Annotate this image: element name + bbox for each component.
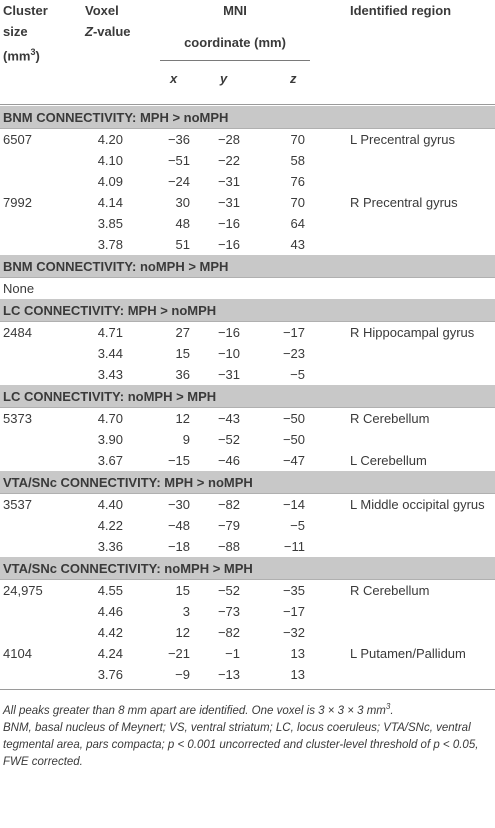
cell-mni-y: −52 [217, 432, 240, 447]
cell-z-value: 4.09 [97, 174, 123, 189]
cell-mni-y: −52 [217, 583, 240, 598]
cell-region: L Putamen/Pallidum [350, 646, 466, 661]
header-axis-y: y [220, 71, 228, 86]
cell-cluster-size: 24,975 [3, 583, 43, 598]
footnote-voxel-size: All peaks greater than 8 mm apart are identified. One voxel is 3 × 3 × 3 $mm^3$. [3, 702, 394, 717]
cell-region: R Precentral gyrus [350, 195, 458, 210]
table-row [0, 150, 495, 171]
cell-cluster-size: 5373 [3, 411, 32, 426]
cell-mni-x: 15 [175, 346, 190, 361]
header-mni-line2: coordinate (mm) [184, 35, 286, 50]
table-row [0, 129, 495, 150]
cell-z-value: 4.40 [97, 497, 123, 512]
cell-z-value: 4.70 [97, 411, 123, 426]
section-heading: LC CONNECTIVITY: noMPH > MPH [0, 385, 495, 408]
header-axis-x: x [170, 71, 178, 86]
table-row [0, 515, 495, 536]
cell-z-value: 3.78 [97, 237, 123, 252]
section-rows [0, 408, 495, 471]
section-rows [0, 278, 495, 299]
cell-z-value: 4.42 [97, 625, 123, 640]
header-mni-line1: MNI [223, 3, 247, 18]
section-rows [0, 494, 495, 557]
cell-mni-x: −51 [167, 153, 190, 168]
cell-mni-z: −50 [282, 411, 305, 426]
cell-region: R Cerebellum [350, 411, 430, 426]
cell-z-value: 3.67 [97, 453, 123, 468]
header-voxel-line2: Z-value [85, 24, 131, 39]
table-row [0, 450, 495, 471]
cell-z-value: 3.85 [97, 216, 123, 231]
cell-cluster-size: 7992 [3, 195, 32, 210]
cell-mni-z: −11 [283, 539, 305, 554]
cell-z-value: 3.43 [97, 367, 123, 382]
cell-mni-z: 43 [290, 237, 305, 252]
cell-mni-z: −50 [282, 432, 305, 447]
cell-mni-z: −35 [282, 583, 305, 598]
cell-mni-z: −17 [282, 325, 305, 340]
header-identified-region: Identified region [350, 3, 452, 18]
cell-mni-x: −9 [175, 667, 190, 682]
cell-mni-y: −16 [217, 216, 240, 231]
cell-mni-y: −16 [217, 237, 240, 252]
cell-z-value: 3.90 [97, 432, 123, 447]
header-voxel-line1: Voxel [85, 3, 119, 18]
cell-mni-y: −28 [217, 132, 240, 147]
cell-mni-x: 3 [182, 604, 190, 619]
cell-mni-x: −24 [167, 174, 190, 189]
table-row [0, 278, 495, 299]
cell-mni-y: −22 [217, 153, 240, 168]
cell-cluster-size: 6507 [3, 132, 32, 147]
cell-z-value: 4.55 [97, 583, 123, 598]
table-row [0, 622, 495, 643]
cell-mni-z: 13 [290, 646, 305, 661]
section-heading: LC CONNECTIVITY: MPH > noMPH [0, 299, 495, 322]
header-voxel [85, 0, 131, 42]
cell-mni-y: −82 [217, 625, 240, 640]
cell-mni-z: −5 [290, 367, 305, 382]
table-body [0, 106, 495, 685]
cell-z-value: 4.20 [97, 132, 123, 147]
cell-mni-z: 70 [290, 132, 305, 147]
section-heading: BNM CONNECTIVITY: noMPH > MPH [0, 255, 495, 278]
cell-mni-y: −73 [217, 604, 240, 619]
cell-mni-x: 30 [175, 195, 190, 210]
cell-region: R Hippocampal gyrus [350, 325, 475, 340]
cell-mni-z: −17 [282, 604, 305, 619]
table-row [0, 664, 495, 685]
cell-z-value: 4.46 [97, 604, 123, 619]
cell-mni-z: −32 [282, 625, 305, 640]
cell-cluster-size: 3537 [3, 497, 32, 512]
table-row [0, 343, 495, 364]
table-row [0, 213, 495, 234]
cell-mni-z: 13 [290, 667, 305, 682]
cell-mni-x: 27 [175, 325, 190, 340]
header-cluster-size-line1: Cluster [3, 3, 48, 18]
section-rows [0, 580, 495, 685]
cell-cluster-size: 2484 [3, 325, 32, 340]
cell-mni-x: −15 [167, 453, 190, 468]
section-heading: BNM CONNECTIVITY: MPH > noMPH [0, 106, 495, 129]
cell-mni-x: 51 [175, 237, 190, 252]
cell-mni-z: 70 [290, 195, 305, 210]
cell-mni-z: 64 [290, 216, 305, 231]
header-axis-z: z [290, 71, 297, 86]
cell-mni-x: −36 [167, 132, 190, 147]
mni-underline [160, 60, 310, 61]
cell-cluster-size: None [3, 281, 35, 296]
cell-z-value: 4.22 [97, 518, 123, 533]
table-footnotes [0, 690, 495, 771]
cell-z-value: 4.24 [97, 646, 123, 661]
cell-mni-x: 36 [175, 367, 190, 382]
header-cluster-size [3, 0, 48, 66]
cell-mni-y: −82 [217, 497, 240, 512]
cell-region: R Cerebellum [350, 583, 430, 598]
table-header [0, 0, 495, 106]
header-cluster-size-line2: size [3, 24, 28, 39]
table-row [0, 322, 495, 343]
table-row [0, 601, 495, 622]
table-row [0, 408, 495, 429]
cell-mni-x: 12 [175, 625, 190, 640]
cell-mni-z: −5 [290, 518, 305, 533]
cell-mni-y: −43 [217, 411, 240, 426]
cell-mni-y: −31 [217, 174, 240, 189]
cell-mni-z: −14 [282, 497, 305, 512]
cell-mni-y: −1 [225, 646, 240, 661]
cell-region: L Middle occipital gyrus [350, 497, 485, 512]
cell-z-value: 4.71 [97, 325, 123, 340]
cell-mni-x: 15 [175, 583, 190, 598]
cell-mni-y: −46 [217, 453, 240, 468]
cell-mni-x: −21 [167, 646, 190, 661]
cell-mni-x: −18 [167, 539, 190, 554]
cell-mni-y: −88 [217, 539, 240, 554]
cell-cluster-size: 4104 [3, 646, 32, 661]
header-mni [160, 0, 310, 53]
cell-mni-y: −31 [217, 195, 240, 210]
table-row [0, 580, 495, 601]
cell-mni-z: 76 [290, 174, 305, 189]
header-cluster-size-line3: $(mm^3)$ [3, 47, 40, 64]
cell-mni-y: −16 [217, 325, 240, 340]
table-row [0, 429, 495, 450]
cell-mni-z: 58 [290, 153, 305, 168]
cell-mni-z: −23 [282, 346, 305, 361]
cell-z-value: 4.10 [97, 153, 123, 168]
cell-z-value: 4.14 [97, 195, 123, 210]
table-row [0, 234, 495, 255]
cell-z-value: 3.44 [97, 346, 123, 361]
section-rows [0, 129, 495, 255]
cell-z-value: 3.36 [97, 539, 123, 554]
section-rows [0, 322, 495, 385]
section-heading: VTA/SNc CONNECTIVITY: MPH > noMPH [0, 471, 495, 494]
cell-mni-x: −30 [167, 497, 190, 512]
table-row [0, 643, 495, 664]
cell-region: L Cerebellum [350, 453, 427, 468]
cell-mni-z: −47 [282, 453, 305, 468]
cell-mni-y: −79 [217, 518, 240, 533]
cell-mni-x: 12 [175, 411, 190, 426]
cell-mni-x: 9 [182, 432, 190, 447]
cell-z-value: 3.76 [97, 667, 123, 682]
cell-region: L Precentral gyrus [350, 132, 456, 147]
cell-mni-y: −31 [217, 367, 240, 382]
cell-mni-y: −10 [217, 346, 240, 361]
table-row [0, 171, 495, 192]
table-row [0, 536, 495, 557]
header-rule [0, 104, 495, 105]
table-row [0, 494, 495, 515]
cell-mni-x: 48 [175, 216, 190, 231]
footnote-abbreviations: BNM, basal nucleus of Meynert; VS, ventral striatum; LC, locus coeruleus; VTA/SNc, ventral tegmental area, pars compacta; p < 0.001 uncorrected and cluster-level threshold of p < 0.05, FWE corrected. [3, 721, 479, 768]
cell-mni-x: −48 [167, 518, 190, 533]
table-row [0, 192, 495, 213]
section-heading: VTA/SNc CONNECTIVITY: noMPH > MPH [0, 557, 495, 580]
table-row [0, 364, 495, 385]
cell-mni-y: −13 [217, 667, 240, 682]
